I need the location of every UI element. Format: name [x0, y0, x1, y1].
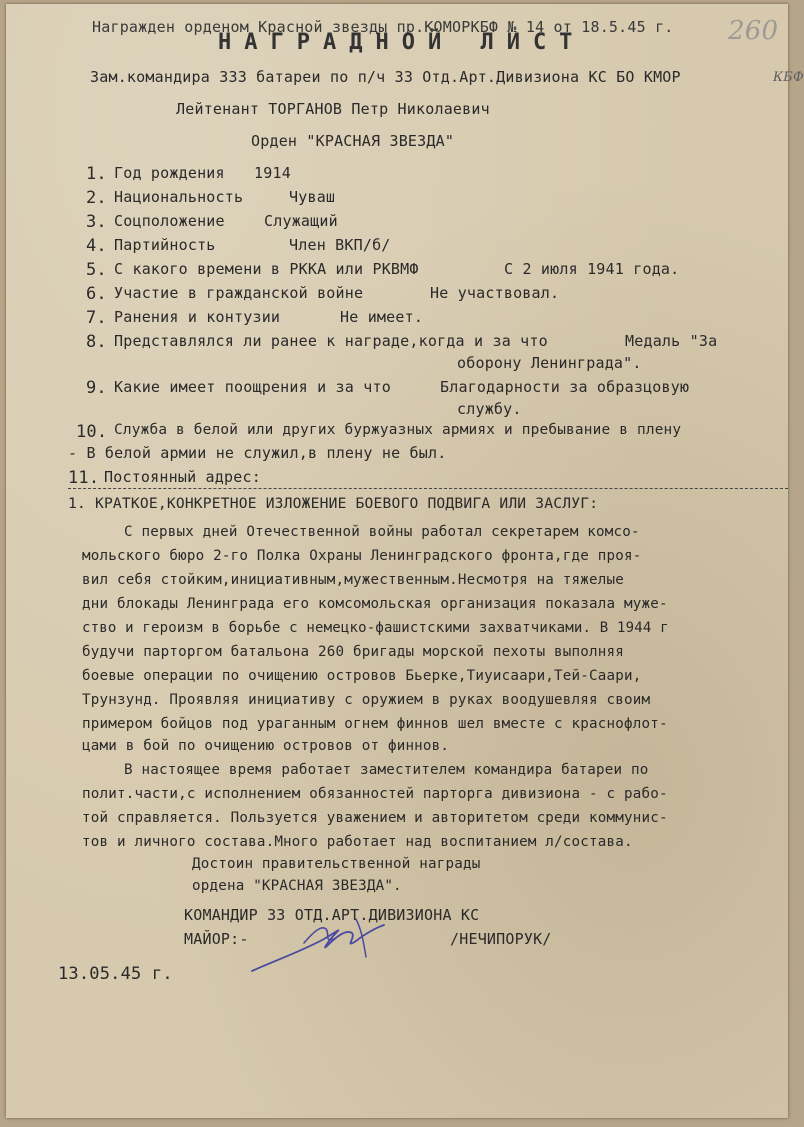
award-overprint-line: Награжден орденом Красной звезды пр.КОМОРКБФ № 14 от 18.5.45 г.: [92, 18, 674, 36]
feat-heading: 1. КРАТКОЕ,КОНКРЕТНОЕ ИЗЛОЖЕНИЕ БОЕВОГО ПОДВИГА ИЛИ ЗАСЛУГ:: [68, 495, 599, 512]
item-label: Какие имеет поощрения и за что: [114, 378, 391, 396]
item-number: 2.: [86, 188, 107, 208]
feat-line: Трунзунд. Проявляя инициативу с оружием в руках воодушевляя своим: [82, 692, 651, 708]
item-number: 6.: [86, 284, 107, 304]
item-value: С 2 июля 1941 года.: [504, 260, 680, 278]
feat-line: Достоин правительственной награды: [192, 856, 481, 872]
item-value: 1914: [254, 164, 291, 182]
item-value: Служащий: [264, 212, 338, 230]
feat-line: вил себя стойким,инициативным,мужественным.Несмотря на тяжелые: [82, 572, 624, 588]
item-value: Чуваш: [289, 188, 336, 206]
item-value: Благодарности за образцовую: [440, 378, 690, 396]
item-number: 3.: [86, 212, 107, 232]
item-label: С какого времени в РККА или РКВМФ: [114, 260, 419, 278]
item-label: Служба в белой или других буржуазных армиях и пребывание в плену: [114, 422, 682, 438]
item-label: Участие в гражданской войне: [114, 284, 364, 302]
item-label: Партийность: [114, 236, 216, 254]
feat-line: будучи парторгом батальона 260 бригады морской пехоты выполняя: [82, 644, 624, 660]
award-name: Орден "КРАСНАЯ ЗВЕЗДА": [251, 132, 455, 150]
item-number: 11.: [68, 468, 100, 488]
item-number: 9.: [86, 378, 107, 398]
feat-line: мольского бюро 2-го Полка Охраны Ленинградского фронта,где проя-: [82, 548, 642, 564]
feat-line: полит.части,с исполнением обязанностей парторга дивизиона - с рабо-: [82, 786, 668, 802]
feat-line: С первых дней Отечественной войны работал секретарем комсо-: [124, 524, 640, 540]
item-label: Год рождения: [114, 164, 225, 182]
item-value: Медаль "За: [625, 332, 718, 350]
item-value-continued: оборону Ленинграда".: [457, 354, 642, 372]
item-number: 10.: [76, 422, 108, 442]
item-number: 4.: [86, 236, 107, 256]
item-number: 5.: [86, 260, 107, 280]
section-divider: [68, 488, 788, 489]
item-number: 8.: [86, 332, 107, 352]
document-date: 13.05.45 г.: [58, 964, 173, 984]
award-sheet-page: [6, 4, 804, 1118]
feat-line: боевые операции по очищению островов Бьерке,Тиуисаари,Тей-Саари,: [82, 668, 642, 684]
commander-name: /НЕЧИПОРУК/: [450, 930, 552, 948]
recipient-position: Зам.командира 333 батареи по п/ч 33 Отд.Арт.Дивизиона КС БО КМОР: [90, 68, 681, 86]
item-label: Национальность: [114, 188, 244, 206]
feat-line: В настоящее время работает заместителем командира батареи по: [124, 762, 649, 778]
feat-line: примером бойцов под ураганным огнем финнов шел вместе с краснофлот-: [82, 716, 668, 732]
item-value-continued: службу.: [457, 400, 522, 418]
commander-rank: МАЙОР:-: [184, 930, 249, 948]
item-value: Не имеет.: [340, 308, 424, 326]
commander-title: КОМАНДИР 33 ОТД.АРТ.ДИВИЗИОНА КС: [184, 906, 480, 924]
item-label: Ранения и контузии: [114, 308, 281, 326]
feat-line: той справляется. Пользуется уважением и авторитетом среди коммунис-: [82, 810, 668, 826]
feat-line: ство и героизм в борьбе с немецко-фашистскими захватчиками. В 1944 г: [82, 620, 669, 636]
archive-number: 260: [728, 16, 779, 46]
margin-handwritten-note: КБФ: [773, 70, 804, 85]
item-label: Представлялся ли ранее к награде,когда и за что: [114, 332, 548, 350]
item-number: 1.: [86, 164, 107, 184]
item-value: - В белой армии не служил,в плену не был.: [68, 444, 447, 462]
item-value: Член ВКП/б/: [289, 236, 391, 254]
recipient-rank-name: Лейтенант ТОРГАНОВ Петр Николаевич: [176, 100, 490, 118]
document-title: НАГРАДНОЙ ЛИСТ: [218, 30, 586, 55]
item-value: Не участвовал.: [430, 284, 560, 302]
item-label: Соцположение: [114, 212, 225, 230]
item-number: 7.: [86, 308, 107, 328]
feat-line: дни блокады Ленинграда его комсомольская организация показала муже-: [82, 596, 668, 612]
feat-line: тов и личного состава.Много работает над воспитанием л/состава.: [82, 834, 633, 850]
feat-line: ордена "КРАСНАЯ ЗВЕЗДА".: [192, 878, 402, 894]
feat-line: цами в бой по очищению островов от финнов.: [82, 738, 450, 754]
handwritten-signature: [244, 909, 394, 981]
item-label: Постоянный адрес:: [104, 468, 261, 486]
